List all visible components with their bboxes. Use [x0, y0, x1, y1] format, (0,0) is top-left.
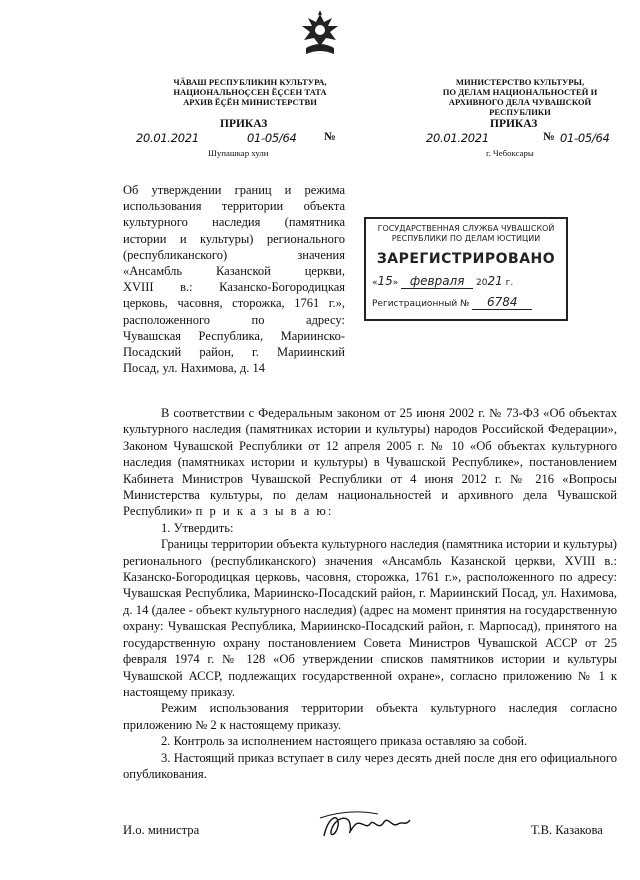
left-org-line-3: АРХИВ ӖҪӖН МИНИСТЕРСТВИ: [183, 97, 317, 107]
title-line: (республиканского) значения: [123, 247, 345, 262]
registration-stamp: [364, 217, 568, 321]
right-org-line-1: МИНИСТЕРСТВО КУЛЬТУРЫ,: [455, 77, 585, 87]
stamp-reg-number: 6784: [472, 295, 532, 310]
emblem-icon: [298, 10, 342, 58]
right-order-number: 01-05/64: [560, 131, 610, 145]
right-order-label: ПРИКАЗ: [490, 118, 538, 130]
title-line: Посад, ул. Нахимова, д. 14: [123, 361, 265, 376]
title-line: культурного наследия (памятника: [123, 215, 345, 230]
right-city: г. Чебоксары: [486, 148, 534, 158]
right-org-line-3: АРХИВНОГО ДЕЛА ЧУВАШСКОЙ РЕСПУБЛИКИ: [448, 97, 592, 117]
stamp-reg-row: [366, 295, 566, 310]
title-line: Чувашская Республика, Мариинско-: [123, 328, 345, 343]
body-paragraph-6: 3. Настоящий приказ вступает в силу через десять дней после дня его официального опубликования.: [123, 750, 617, 781]
order-title: [123, 182, 345, 376]
stamp-authority-line-1: ГОСУДАРСТВЕННАЯ СЛУЖБА ЧУВАШСКОЙ: [377, 224, 555, 233]
orders-keyword: п р и к а з ы в а ю:: [195, 504, 334, 519]
body-paragraph-5: 2. Контроль за исполнением настоящего приказа оставляю за собой.: [161, 734, 528, 749]
signatory-name: Т.В. Казакова: [531, 823, 603, 837]
title-line: Об утверждении границ и режима: [123, 183, 345, 197]
signatory-position: И.о. министра: [123, 823, 200, 837]
body-paragraph-2: 1. Утвердить:: [161, 520, 234, 535]
stamp-year-end: г.: [505, 278, 514, 288]
right-org-line-2: ПО ДЕЛАМ НАЦИОНАЛЬНОСТЕЙ И: [442, 87, 598, 97]
left-org-name: [150, 77, 350, 107]
title-line: истории и культуры) регионального: [123, 231, 345, 246]
right-order-date: 20.01.2021: [426, 131, 489, 145]
title-line: использования территории объекта: [123, 199, 345, 214]
signature-icon: [318, 806, 414, 846]
body-paragraph-4: Режим использования территории объекта культурного наследия согласно приложению № 2 к настоящему приказу.: [123, 701, 617, 732]
left-order-label: ПРИКАЗ: [220, 118, 268, 130]
left-number-sign: №: [324, 131, 336, 143]
title-line: расположенного по адресу:: [123, 312, 345, 327]
title-line: церковь, часовня, сторожка, 1761 г.»,: [123, 296, 345, 311]
body-paragraph-1: [123, 405, 617, 520]
title-line: Посадский район, г. Мариинский: [123, 345, 345, 360]
stamp-authority-line-2: РЕСПУБЛИКИ ПО ДЕЛАМ ЮСТИЦИИ: [391, 233, 541, 243]
stamp-registered: ЗАРЕГИСТРИРОВАНО: [376, 251, 556, 267]
body-paragraph-3: Границы территории объекта культурного наследия (памятника истории и культуры) регионального (республиканского) значения «Ансамбль Казанской церкви, XVIII в.: Казанско-Богородицкая церковь, часовня, сторожка, 1761 г.», расположенного по адресу: Чувашская Республика, Мариинско-Посадский район, г. Мариинский Посад, ул. Нахимова, д. 14 (далее - объект культурного наследия) (адрес на момент принятия на государственную охрану: Чувашская Республика, Мариинско-Посадский район, г. Марпосад), принятого на государственную охрану постановлением Совета Министров Чувашской АССР от 25 февраля 1974 г. № 128 «Об утверждении списков памятников истории и культуры Чувашской АССР, подлежащих государственной охране», согласно приложению № 1 к настоящему приказу.: [123, 537, 617, 699]
stamp-authority: [366, 224, 566, 243]
preamble-text: В соответствии с Федеральным законом от 25 июня 2002 г. № 73-ФЗ «Об объектах культурного наследия (памятниках истории и культуры) народов Российской Федерации», Законом Чувашской Республики от 12 апреля 2005 г. № 10 «Об объектах культурного наследия (памятниках истории и культуры) в Чувашской Республике», постановлением Кабинета Министров Чувашской Республики от 4 июня 2012 г. № 216 «Вопросы Министерства культуры, по делам национальностей и архивного дела Чувашской Республики»: [123, 406, 617, 519]
order-body: [123, 405, 617, 782]
right-number-sign: №: [543, 131, 555, 143]
left-order-number: 01-05/64: [247, 131, 297, 145]
stamp-month: февраля: [401, 274, 473, 289]
left-order-date: 20.01.2021: [136, 131, 199, 145]
title-line: «Ансамбль Казанской церкви,: [123, 264, 345, 279]
title-line: XVIII в.: Казанско-Богородицкая: [123, 280, 345, 295]
stamp-reg-label: Регистрационный №: [372, 299, 470, 309]
stamp-day: 15: [377, 274, 393, 288]
stamp-date-row: «15» февраля 2021 г.: [372, 274, 514, 288]
stamp-year-suffix: 21: [487, 274, 503, 288]
left-org-line-2: НАЦИОНАЛЬНОҪСЕН ӖҪСЕН ТАТА: [173, 87, 327, 97]
right-org-name: [420, 77, 620, 117]
stamp-year-prefix: 20: [476, 278, 488, 288]
left-org-line-1: ЧӐВАШ РЕСПУБЛИКИН КУЛЬТУРА,: [173, 77, 327, 87]
left-city: Шупашкар хули: [208, 148, 269, 158]
